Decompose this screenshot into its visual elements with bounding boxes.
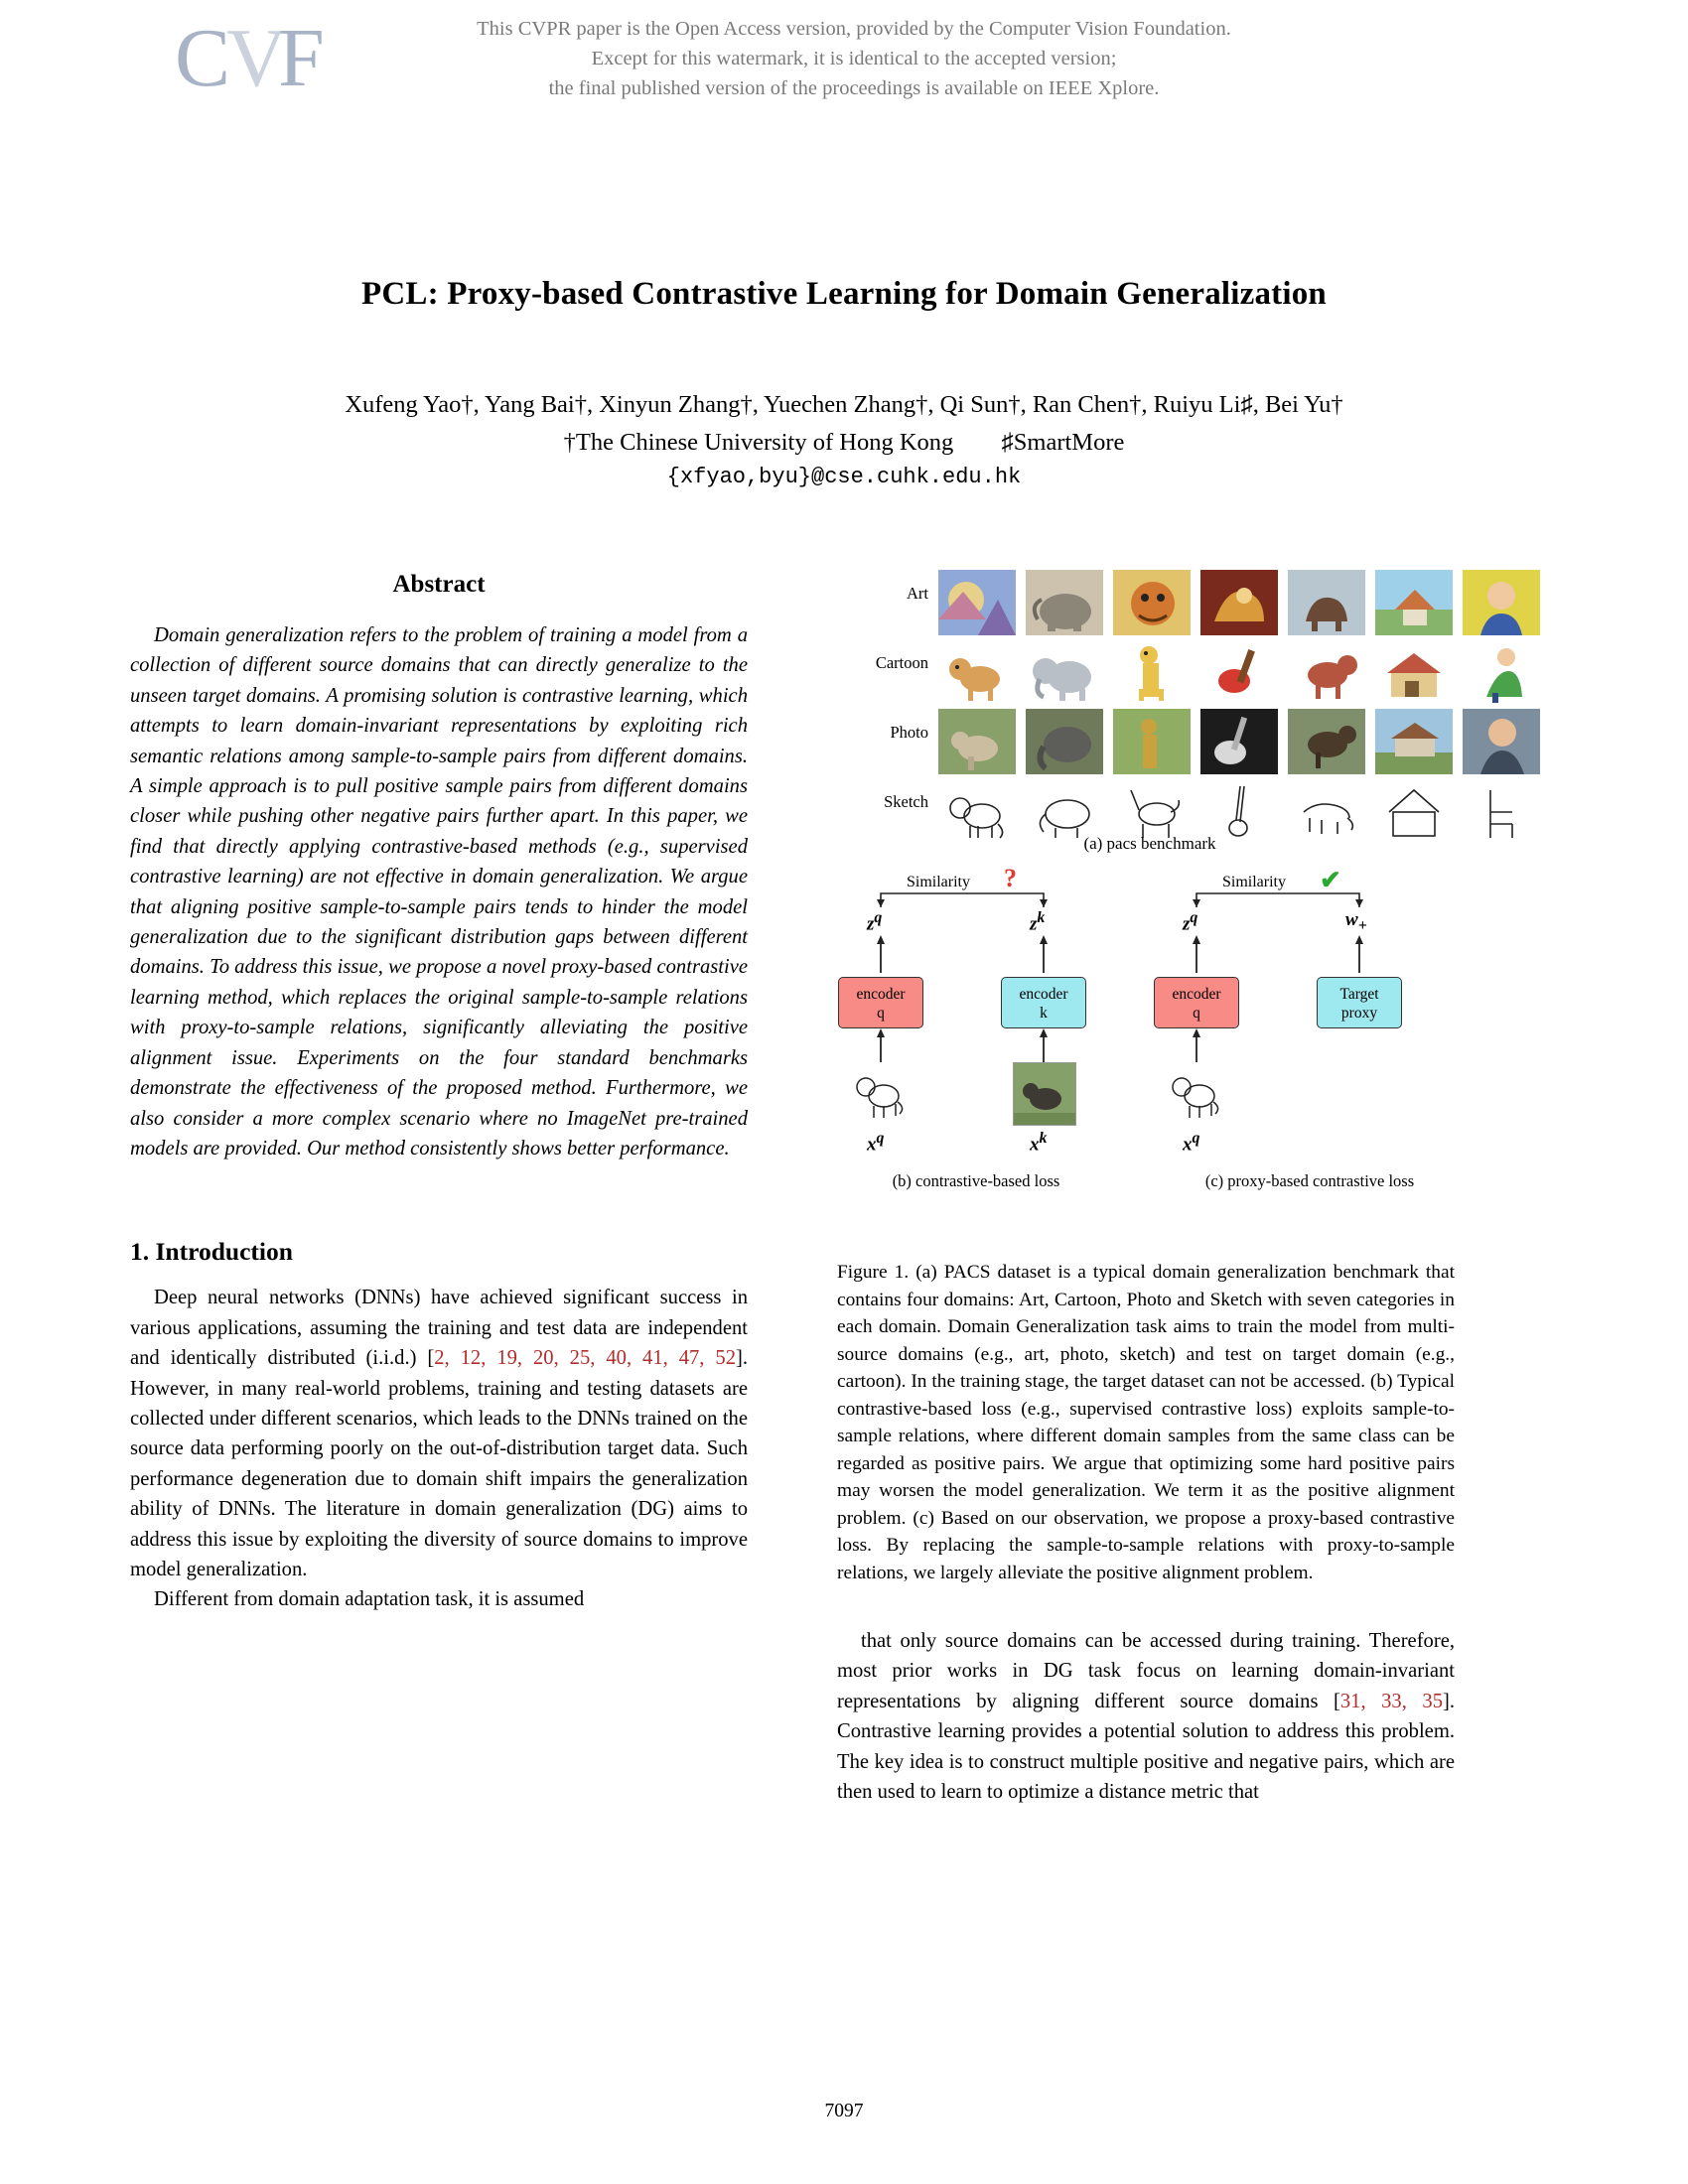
figure-1a-caption: (a) pacs benchmark	[1083, 834, 1216, 853]
encoder-q-line1: encoder	[856, 986, 906, 1003]
introduction-heading: 1. Introduction	[130, 1237, 293, 1267]
svg-text:C: C	[175, 14, 229, 104]
encoder-q-box-c	[1154, 977, 1239, 1028]
figure-1	[837, 564, 1463, 1219]
pacs-cell	[1375, 709, 1453, 774]
pacs-cell	[1026, 639, 1103, 705]
x-k-label-b: $x^k$	[1030, 1130, 1048, 1156]
pacs-cell	[938, 709, 1016, 774]
z-k-label-b: $z^k$	[1030, 909, 1046, 935]
affiliations	[0, 425, 1688, 461]
cvf-logo-icon	[175, 14, 334, 105]
pacs-cell	[1200, 570, 1278, 635]
x-q-label-b: $x^q$	[867, 1130, 885, 1156]
pacs-cell	[1288, 709, 1365, 774]
pacs-cell	[1200, 709, 1278, 774]
contact-email: {xfyao,byu}@cse.cuhk.edu.hk	[666, 465, 1022, 489]
pacs-cell	[1288, 570, 1365, 635]
cvf-watermark-header	[0, 8, 1688, 117]
page-title: PCL: Proxy-based Contrastive Learning for Domain Generalization	[361, 276, 1327, 312]
x-q-label-c: $x^q$	[1183, 1130, 1200, 1156]
pacs-cell	[1375, 570, 1453, 635]
page-number: 7097	[824, 2101, 864, 2121]
target-proxy-box-c	[1317, 977, 1402, 1028]
pacs-cell	[1463, 639, 1540, 705]
pacs-row-art	[938, 570, 1463, 635]
intro-p1-part-b: ]. However, in many real-world problems, training and testing datasets are collected under different scenarios, which leads to the DNNs trained on the source data performing poorly on the out-of-distribution target data. Such performance degeneration due to domain shift impairs the generalization ability of DNNs. The literature in domain generalization (DG) aims to address this issue by exploiting the diversity of source domains to improve model generalization.	[130, 1347, 748, 1580]
intro-p1-part-a: Deep neural networks (DNNs) have achieved significant success in various applications, assuming the training and test data are independent and identically distributed (i.i.d.) [	[130, 1287, 748, 1370]
domain-label-cartoon: Cartoon	[875, 653, 928, 672]
pacs-cell	[1463, 778, 1540, 844]
pacs-cell	[1375, 639, 1453, 705]
intro-paragraph-1	[130, 1283, 748, 1584]
pacs-cell	[1463, 570, 1540, 635]
z-q-label-b: $z^q$	[867, 909, 883, 935]
encoder-q-line1: encoder	[1172, 986, 1221, 1003]
pacs-row-cartoon	[938, 639, 1463, 705]
pacs-row-photo	[938, 709, 1463, 774]
pacs-cell	[1113, 709, 1191, 774]
affiliation-secondary: ♯SmartMore	[1001, 429, 1125, 456]
abstract-text: Domain generalization refers to the problem of training a model from a collection of different source domains that can directly generalize to the unseen target domains. A promising solution is contrastive learning, which attempts to learn domain-invariant representations by exploiting rich semantic relations among sample-to-sample pairs from different domains. A simple approach is to pull positive sample pairs from different domains closer while pushing other negative pairs further apart. In this paper, we find that directly applying contrastive-based methods (e.g., supervised contrastive learning) are not effective in domain generalization. We argue that aligning positive sample-to-sample pairs tends to hinder the model generalization due to the significant distribution gaps between different domains. To address this issue, we propose a novel proxy-based contrastive learning method, which replaces the original sample-to-sample relations with proxy-to-sample relations, significantly alleviating the positive alignment issue. Experiments on the four standard benchmarks demonstrate the effectiveness of the proposed method. Furthermore, we also consider a more complex scenario where no ImageNet pre-trained models are provided. Our method consistently shows better performance.	[130, 624, 748, 1160]
domain-label-art: Art	[907, 584, 928, 603]
abstract-heading: Abstract	[392, 571, 486, 598]
domain-label-photo: Photo	[890, 723, 928, 742]
left-column	[130, 571, 748, 1615]
citation-group-1[interactable]: 2, 12, 19, 20, 25, 40, 41, 47, 52	[434, 1347, 736, 1370]
affiliation-primary: †The Chinese University of Hong Kong	[563, 429, 954, 456]
sample-xk-thumbnail-b	[1013, 1062, 1076, 1126]
pacs-cell	[938, 570, 1016, 635]
encoder-q-box-b	[838, 977, 923, 1028]
encoder-k-box-b	[1001, 977, 1086, 1028]
svg-text:F: F	[278, 14, 323, 104]
similarity-label-c: Similarity	[1222, 874, 1286, 890]
intro-p3-part-a: that only source domains can be accessed during training. Therefore, most prior works in DG task focus on learning domain-invariant representations by aligning different source domains [	[837, 1630, 1455, 1712]
z-q-label-c: $z^q$	[1183, 909, 1198, 935]
encoder-k-line2: k	[1040, 1005, 1048, 1022]
author-list: Xufeng Yao†, Yang Bai†, Xinyun Zhang†, Yuechen Zhang†, Qi Sun†, Ran Chen†, Ruiyu Li♯, Bei Yu†	[345, 391, 1343, 418]
domain-label-sketch: Sketch	[884, 792, 928, 811]
figure-1c-proxy-loss	[1161, 866, 1459, 1201]
citation-group-2[interactable]: 31, 33, 35	[1339, 1690, 1443, 1712]
svg-text:V: V	[226, 14, 285, 104]
check-icon: ✔	[1320, 866, 1341, 894]
cvf-line-1: This CVPR paper is the Open Access version, provided by the Computer Vision Foundation.	[477, 18, 1231, 40]
pacs-cell	[938, 639, 1016, 705]
pacs-cell	[1113, 570, 1191, 635]
cvf-watermark-text	[328, 14, 1380, 103]
target-proxy-line1: Target	[1339, 986, 1379, 1003]
pacs-cell	[1113, 639, 1191, 705]
cvf-line-3: the final published version of the proceedings is available on IEEE Xplore.	[548, 77, 1160, 99]
cvf-line-2: Except for this watermark, it is identical to the accepted version;	[591, 48, 1117, 69]
figure-1b-caption: (b) contrastive-based loss	[892, 1171, 1060, 1190]
intro-paragraph-3	[837, 1626, 1455, 1807]
encoder-q-line2: q	[1193, 1005, 1200, 1022]
cvf-logo	[175, 14, 334, 105]
sample-xq-thumbnail-b	[850, 1062, 912, 1124]
figure-1-caption: Figure 1. (a) PACS dataset is a typical domain generalization benchmark that contains four domains: Art, Cartoon, Photo and Sketch with seven categories in each domain. Domain Generalization task aims to train the model from multi-source domains (e.g., art, photo, sketch) and test on target domain (e.g., cartoon). In the training stage, the target dataset can not be accessed. (b) Typical contrastive-based loss (e.g., supervised contrastive loss) exploits sample-to-sample relations, where different domain samples from the same class can be regarded as positive pairs. We argue that optimizing some hard positive pairs may worsen the model generalization. We term it as the positive alignment problem. (c) Based on our observation, we propose a proxy-based contrastive loss. By replacing the sample-to-sample relations with proxy-to-sample relations, we largely alleviate the positive alignment problem.	[837, 1262, 1455, 1583]
pacs-cell	[1026, 570, 1103, 635]
similarity-label-b: Similarity	[907, 874, 970, 890]
pacs-cell	[1200, 639, 1278, 705]
w-plus-label-c: $w_+$	[1345, 909, 1367, 934]
intro-p3-part-b: ]. Contrastive learning provides a potential solution to address this problem. The key idea is to construct multiple positive and negative pairs, which are then used to learn to optimize a distance metric that	[837, 1690, 1455, 1804]
pacs-cell	[1026, 709, 1103, 774]
figure-1c-caption: (c) proxy-based contrastive loss	[1204, 1171, 1415, 1190]
target-proxy-line2: proxy	[1340, 1005, 1378, 1022]
pacs-cell	[1463, 709, 1540, 774]
pacs-cell	[1288, 639, 1365, 705]
question-mark-icon: ?	[1004, 864, 1017, 892]
right-column	[837, 1259, 1455, 1807]
figure-1b-contrastive-loss	[845, 864, 1143, 1201]
sample-xq-thumbnail-c	[1166, 1062, 1227, 1124]
encoder-k-line1: encoder	[1019, 986, 1068, 1003]
figure-1a-pacs-grid	[837, 564, 1463, 862]
encoder-q-line2: q	[877, 1005, 885, 1022]
intro-paragraph-2: Different from domain adaptation task, it is assumed	[154, 1588, 585, 1611]
